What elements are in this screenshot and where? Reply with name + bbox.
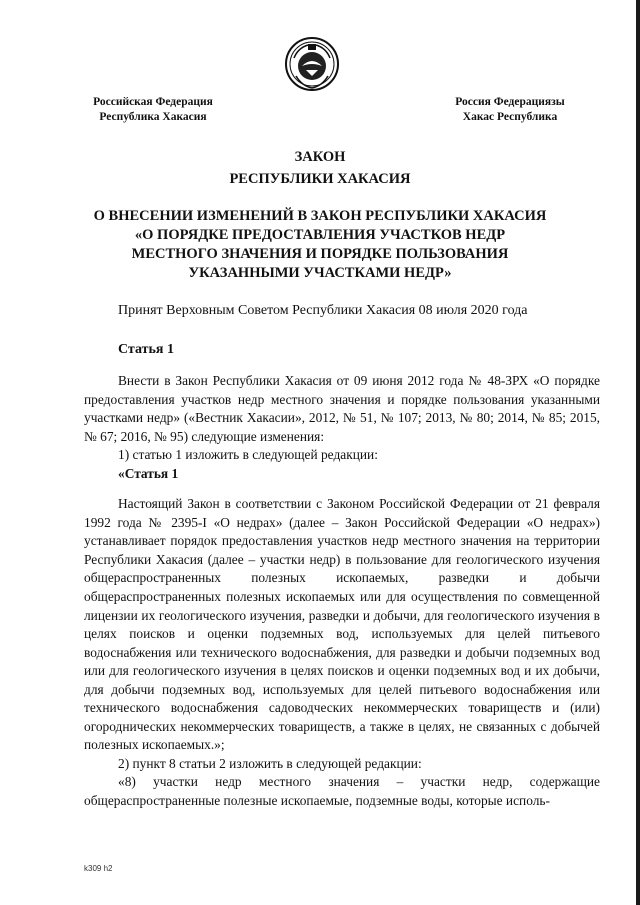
title-line5: МЕСТНОГО ЗНАЧЕНИЯ И ПОРЯДКЕ ПОЛЬЗОВАНИЯ [131, 246, 509, 262]
quoted-article-heading: «Статья 1 [118, 465, 179, 481]
header-right-line1: Россия Федерациязы [455, 96, 565, 108]
header-left-line2: Республика Хакасия [99, 111, 207, 123]
title-line2: РЕСПУБЛИКИ ХАКАСИЯ [229, 171, 411, 187]
header-right-line2: Хакас Республика [462, 111, 558, 123]
paragraph-item-2: 2) пункт 8 статьи 2 изложить в следующей редакции: [118, 755, 422, 771]
title-line3: О ВНЕСЕНИИ ИЗМЕНЕНИЙ В ЗАКОН РЕСПУБЛИКИ ХАКАСИЯ [93, 208, 547, 224]
footer-code: k309 h2 [84, 864, 113, 873]
paragraph-article-text: Настоящий Закон в соответствии с Законом Российской Федерации от 21 февраля 1992 года № 2395-I «О недрах» (далее – Закон Российской Федерации «О недрах») устанавливает порядок предоставления участков недр местного значения на территории Республики Хакасия (далее – участки недр) в пользование для геологического изучения общераспространенных полезных ископаемых, разведки и добычи общераспространенных полезных ископаемых или для осуществления по совмещенной лицензии их геологического изучения, разведки и добычи, для геологического изучения в целях поисков и оценки подземных вод, используемых для целей питьевого водоснабжения или технического водоснабжения, для разведки и добычи подземных вод или для геологического изучения в целях поисков и оценки подземных вод и их добычи, для добычи подземных вод, используемых для целей питьевого водоснабжения или технического водоснабжения садоводческих некоммерческих товариществ и (или) огороднических некоммерческих товариществ, а также в целях, не связанных с добычей полезных ископаемых.»; [84, 496, 600, 753]
title-line6: УКАЗАННЫМИ УЧАСТКАМИ НЕДР» [188, 265, 452, 281]
title-line1: ЗАКОН [294, 149, 346, 165]
paragraph-point-8: «8) участки недр местного значения – участки недр, содержащие общераспространенные полезные ископаемые, подземные воды, которые исполь- [84, 774, 600, 809]
header-right [440, 95, 580, 125]
title-line4: «О ПОРЯДКЕ ПРЕДОСТАВЛЕНИЯ УЧАСТКОВ НЕДР [134, 227, 506, 243]
adoption-note: Принят Верховным Советом Республики Хакасия 08 июля 2020 года [118, 303, 528, 318]
scan-edge [636, 0, 640, 905]
header-left [83, 95, 223, 125]
coat-of-arms-icon [284, 36, 340, 92]
paragraph-intro: Внести в Закон Республики Хакасия от 09 июня 2012 года № 48-ЗРХ «О порядке предоставления участков недр местного значения и порядке пользования указанными участками недр» («Вестник Хакасии», 2012, № 51, № 107; 2013, № 80; 2014, № 85; 2015, № 67; 2016, № 95) следующие изменения: [84, 373, 600, 444]
law-body [84, 372, 600, 811]
header-left-line1: Российская Федерация [93, 96, 213, 108]
article-heading: Статья 1 [118, 342, 174, 357]
paragraph-item-1: 1) статью 1 изложить в следующей редакции: [118, 447, 378, 463]
